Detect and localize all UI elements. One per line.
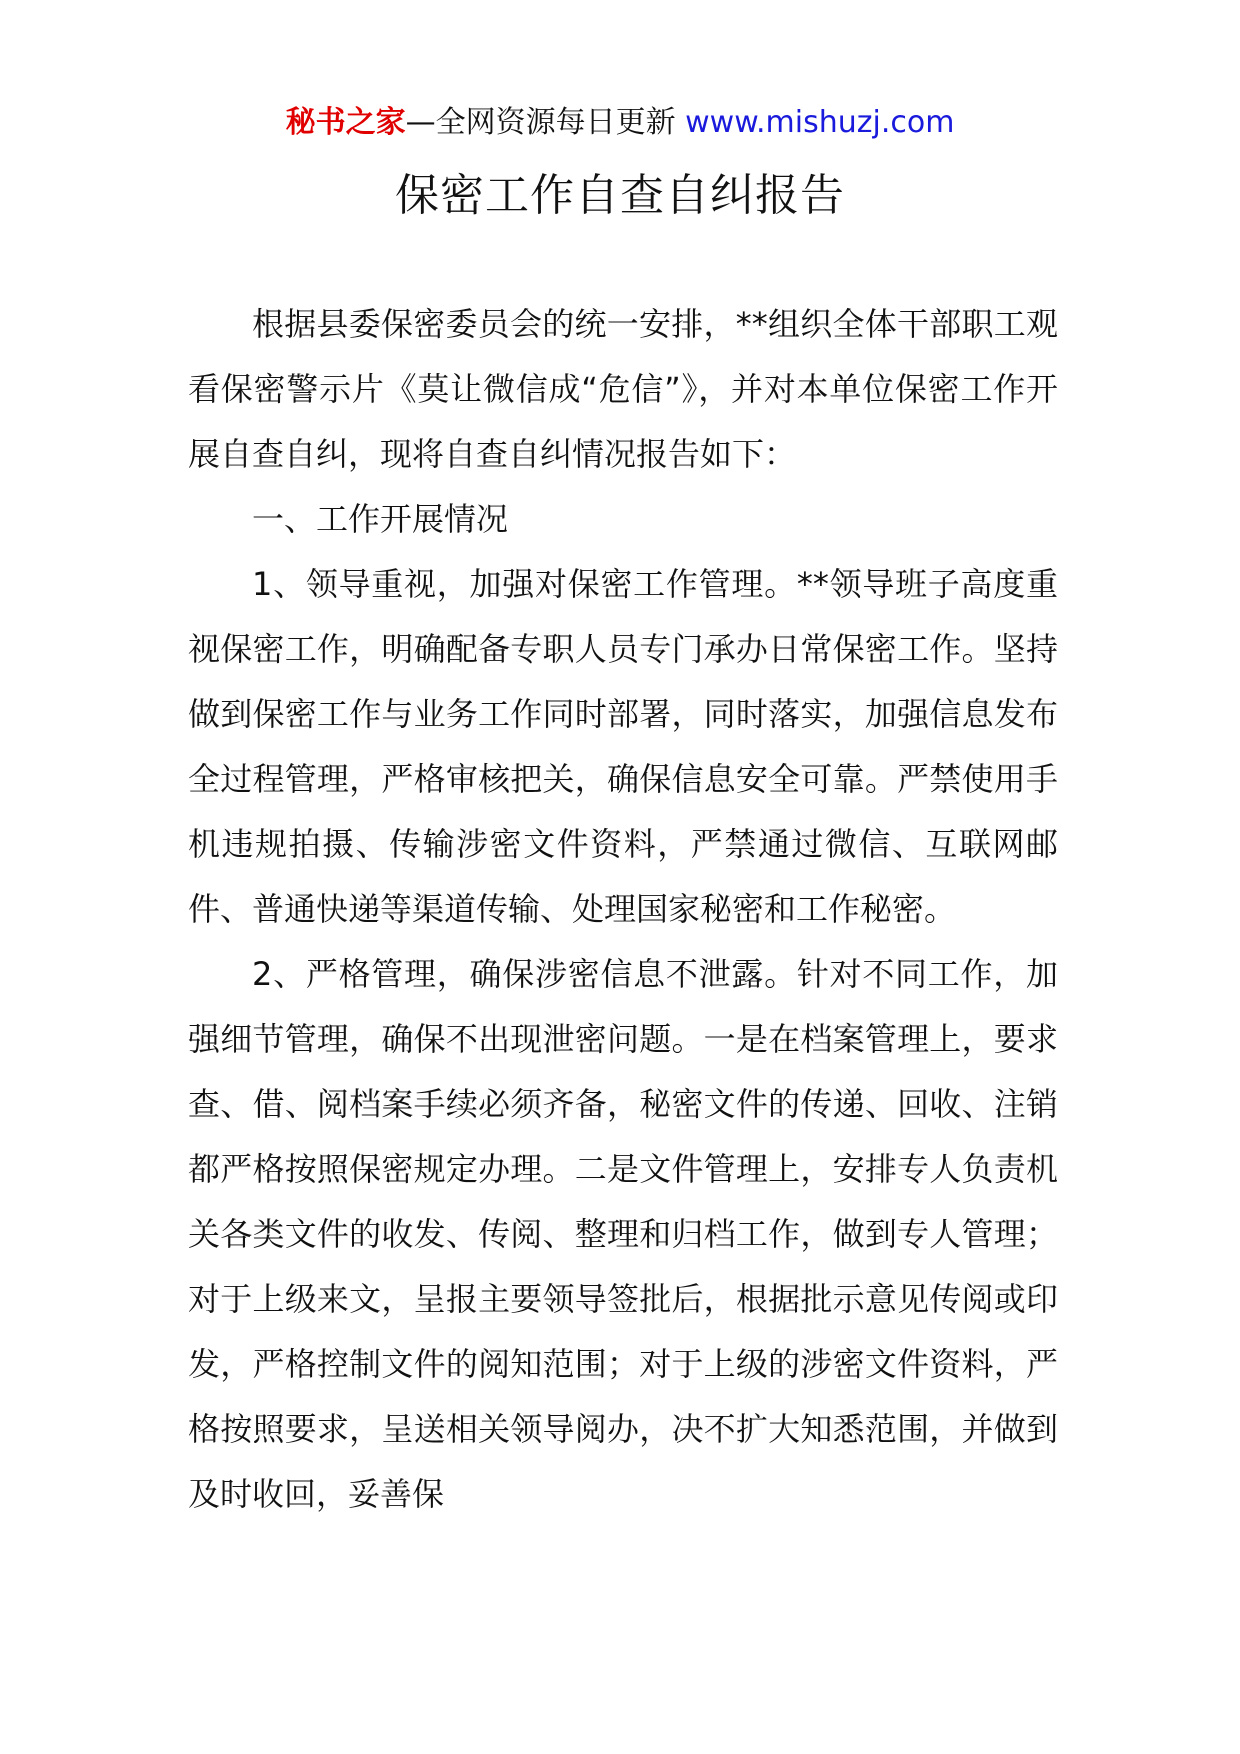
brand-name: 秘书之家 bbox=[285, 105, 406, 140]
header-tagline: —全网资源每日更新 bbox=[405, 105, 676, 140]
body-paragraph-2: 2、严格管理，确保涉密信息不泄露。针对不同工作，加强细节管理，确保不出现泄密问题。一是在档案管理上，要求查、借、阅档案手续必须齐备，秘密文件的传递、回收、注销都严格按照保密规定办理。二是文件管理上，安排专人负责机关各类文件的收发、传阅、整理和归档工作，做到专人管理；对于上级来文，呈报主要领导签批后，根据批示意见传阅或印发，严格控制文件的阅知范围；对于上级的涉密文件资料，严格按照要求，呈送相关领导阅办，决不扩大知悉范围，并做到及时收回，妥善保 bbox=[188, 955, 1058, 1513]
site-url-link[interactable]: www.mishuzj.com bbox=[685, 105, 955, 140]
section-heading: 一、工作开展情况 bbox=[252, 500, 509, 538]
site-header bbox=[0, 98, 1240, 148]
document-body bbox=[188, 292, 1058, 1527]
document-title: 保密工作自查自纠报告 bbox=[395, 170, 845, 221]
intro-paragraph: 根据县委保密委员会的统一安排，**组织全体干部职工观看保密警示片《莫让微信成“危信”》，并对本单位保密工作开展自查自纠，现将自查自纠情况报告如下： bbox=[188, 305, 1058, 473]
body-paragraph-1: 1、领导重视，加强对保密工作管理。**领导班子高度重视保密工作，明确配备专职人员专门承办日常保密工作。坚持做到保密工作与业务工作同时部署，同时落实，加强信息发布全过程管理，严格审核把关，确保信息安全可靠。严禁使用手机违规拍摄、传输涉密文件资料，严禁通过微信、互联网邮件、普通快递等渠道传输、处理国家秘密和工作秘密。 bbox=[188, 565, 1058, 928]
